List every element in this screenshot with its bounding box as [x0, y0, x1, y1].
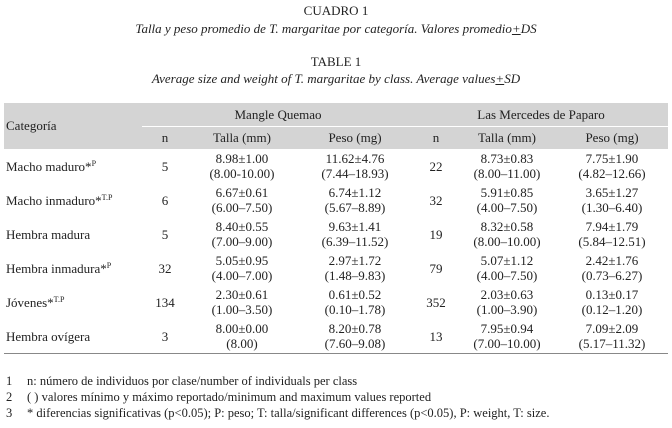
table-row	[4, 183, 668, 217]
table-row	[4, 285, 668, 319]
cell-peso1	[296, 319, 414, 354]
row-label-sup: P	[91, 158, 97, 168]
cell-talla1	[188, 285, 296, 319]
caption-en-title-suffix: SD	[504, 71, 521, 86]
footnote	[6, 373, 549, 389]
cell-peso2-range: (5.17–11.32)	[578, 336, 646, 351]
cell-talla2-range: (8.00–11.00)	[473, 166, 541, 181]
cell-peso1-mean: 0.61±0.52	[328, 287, 382, 302]
cell-talla1	[188, 251, 296, 285]
table-row	[4, 217, 668, 251]
cell-talla1	[188, 217, 296, 251]
table-row	[4, 319, 668, 354]
footnote-number: 2	[6, 390, 13, 404]
cell-n1: 5	[161, 158, 169, 174]
cell-peso1-mean: 11.62±4.76	[325, 151, 385, 166]
footnote-text: n: número de individuos por clase/number of individuals per class	[27, 374, 358, 388]
data-table	[4, 103, 668, 354]
row-label-text: Macho maduro*	[6, 158, 92, 174]
row-label	[4, 251, 142, 285]
cell-peso1-range: (5.67–8.89)	[324, 200, 386, 215]
cell-n1: 6	[161, 192, 169, 208]
cell-talla1-range: (6.00–7.50)	[211, 200, 273, 215]
row-label	[4, 149, 142, 183]
cell-talla2	[458, 319, 556, 354]
cell-peso1	[296, 285, 414, 319]
cell-n1: 5	[161, 226, 169, 242]
table-row	[4, 149, 668, 183]
cell-talla2-mean: 5.07±1.12	[480, 253, 534, 268]
cell-talla1-range: (4.00–7.00)	[211, 268, 273, 283]
cell-n1: 32	[158, 260, 172, 276]
cell-talla1-mean: 2.30±0.61	[215, 287, 269, 302]
cell-talla2-mean: 5.91±0.85	[480, 185, 534, 200]
cell-talla2-range: (7.00–10.00)	[473, 336, 541, 351]
row-label-sup: P	[106, 260, 112, 270]
header-talla-1: Talla (mm)	[188, 127, 296, 150]
cell-peso2-mean: 7.75±1.90	[585, 151, 639, 166]
footnote	[6, 405, 549, 421]
cell-peso1-mean: 2.97±1.72	[328, 253, 382, 268]
row-label-text: Hembra madura	[6, 226, 91, 242]
cell-talla2	[458, 251, 556, 285]
cell-peso1	[296, 149, 414, 183]
cell-peso2-range: (5.84–12.51)	[578, 234, 646, 249]
caption-es-title	[0, 20, 672, 37]
cell-peso2	[556, 149, 668, 183]
cell-peso2-mean: 3.65±1.27	[585, 185, 639, 200]
cell-talla1-range: (8.00-10.00)	[209, 166, 275, 181]
footnote-number: 3	[6, 406, 13, 420]
cell-peso1-range: (7.60–9.08)	[324, 336, 386, 351]
header-peso-1: Peso (mg)	[296, 127, 414, 150]
cell-peso1-range: (0.10–1.78)	[324, 302, 386, 317]
header-n-2: n	[414, 127, 458, 150]
caption-es-label: CUADRO 1	[303, 3, 369, 18]
cell-peso1-range: (1.48–9.83)	[324, 268, 386, 283]
cell-peso1-mean: 8.20±0.78	[328, 321, 382, 336]
footnote-text: ( ) valores mínimo y máximo reportado/minimum and maximum values reported	[27, 390, 432, 404]
row-label-text: Macho inmaduro*	[6, 192, 102, 208]
caption-en-plusminus: +	[495, 71, 505, 86]
header-talla-2: Talla (mm)	[458, 127, 556, 150]
caption-en-label: TABLE 1	[310, 54, 362, 69]
cell-talla1-mean: 8.40±0.55	[215, 219, 269, 234]
cell-peso2-mean: 2.42±1.76	[585, 253, 639, 268]
row-label-sup: T.P	[101, 192, 113, 202]
cell-peso2	[556, 251, 668, 285]
cell-peso2	[556, 285, 668, 319]
cell-talla2	[458, 285, 556, 319]
cell-talla1-mean: 8.00±0.00	[215, 321, 269, 336]
caption-es-title-suffix: DS	[520, 21, 537, 36]
cell-talla2	[458, 217, 556, 251]
cell-peso2-mean: 0.13±0.17	[585, 287, 639, 302]
cell-peso2-range: (1.30–6.40)	[581, 200, 643, 215]
cell-n1: 134	[155, 294, 175, 310]
row-label-text: Hembra inmadura*	[6, 260, 107, 276]
table-row	[4, 251, 668, 285]
cell-talla1	[188, 149, 296, 183]
cell-talla2-range: (8.00–10.00)	[473, 234, 541, 249]
cell-peso1-mean: 9.63±1.41	[328, 219, 382, 234]
cell-talla2-mean: 7.95±0.94	[480, 321, 534, 336]
row-label	[4, 183, 142, 217]
cell-talla1-mean: 8.98±1.00	[215, 151, 269, 166]
cell-n2: 352	[426, 294, 446, 310]
cell-talla1-range: (7.00–9.00)	[211, 234, 273, 249]
cell-peso1-range: (7.44–18.93)	[321, 166, 389, 181]
row-label-text: Jóvenes*	[6, 294, 54, 310]
cell-talla1-range: (1.00–3.50)	[211, 302, 273, 317]
row-label	[4, 285, 142, 319]
cell-talla2-mean: 2.03±0.63	[480, 287, 534, 302]
footnotes	[6, 373, 549, 421]
cell-talla2-mean: 8.32±0.58	[480, 219, 534, 234]
cell-peso2-range: (4.82–12.66)	[578, 166, 646, 181]
cell-talla2-mean: 8.73±0.83	[480, 151, 534, 166]
caption-en-title-text: Average size and weight of T. margaritae by class. Average values	[151, 71, 496, 86]
cell-peso2-range: (0.12–1.20)	[581, 302, 643, 317]
cell-peso1-mean: 6.74±1.12	[328, 185, 382, 200]
cell-talla2-range: (4.00–7.50)	[476, 200, 538, 215]
header-category: Categoría	[4, 103, 142, 149]
header-group-las-mercedes: Las Mercedes de Paparo	[414, 103, 668, 127]
cell-talla1-range: (8.00)	[226, 336, 258, 351]
cell-n2: 79	[429, 260, 443, 276]
cell-peso2	[556, 217, 668, 251]
cell-talla2-range: (1.00–3.90)	[476, 302, 538, 317]
cell-talla1-mean: 6.67±0.61	[215, 185, 269, 200]
cell-peso2-range: (0.73–6.27)	[581, 268, 643, 283]
cell-talla1	[188, 183, 296, 217]
cell-peso2	[556, 183, 668, 217]
cell-peso1-range: (6.39–11.52)	[321, 234, 389, 249]
cell-peso2-mean: 7.09±2.09	[585, 321, 639, 336]
cell-talla1-mean: 5.05±0.95	[215, 253, 269, 268]
footnote-text: * diferencias significativas (p<0.05); P: peso; T: talla/significant differences (p<0.05), P: weight, T: size.	[27, 406, 550, 420]
footnote-number: 1	[6, 374, 13, 388]
caption-en-title	[0, 70, 672, 87]
cell-n2: 19	[429, 226, 443, 242]
cell-peso1	[296, 217, 414, 251]
caption-es-plusminus: +	[511, 21, 521, 36]
header-peso-2: Peso (mg)	[556, 127, 668, 150]
cell-peso1	[296, 183, 414, 217]
cell-talla2	[458, 149, 556, 183]
cell-peso2	[556, 319, 668, 354]
caption-es-title-text: Talla y peso promedio de T. margaritae por categoría. Valores promedio	[135, 21, 512, 36]
row-label	[4, 217, 142, 251]
cell-talla1	[188, 319, 296, 354]
header-n-1: n	[142, 127, 188, 150]
row-label-text: Hembra ovígera	[6, 328, 91, 344]
row-label-sup: T.P	[53, 294, 65, 304]
cell-peso1	[296, 251, 414, 285]
cell-n1: 3	[142, 319, 188, 354]
footnote	[6, 389, 549, 405]
header-group-mangle-quemao: Mangle Quemao	[142, 103, 414, 127]
cell-n2: 13	[414, 319, 458, 354]
cell-talla2	[458, 183, 556, 217]
row-label	[4, 319, 142, 354]
cell-talla2-range: (4.00–7.50)	[476, 268, 538, 283]
cell-peso2-mean: 7.94±1.79	[585, 219, 639, 234]
cell-n2: 22	[429, 158, 443, 174]
cell-n2: 32	[429, 192, 443, 208]
